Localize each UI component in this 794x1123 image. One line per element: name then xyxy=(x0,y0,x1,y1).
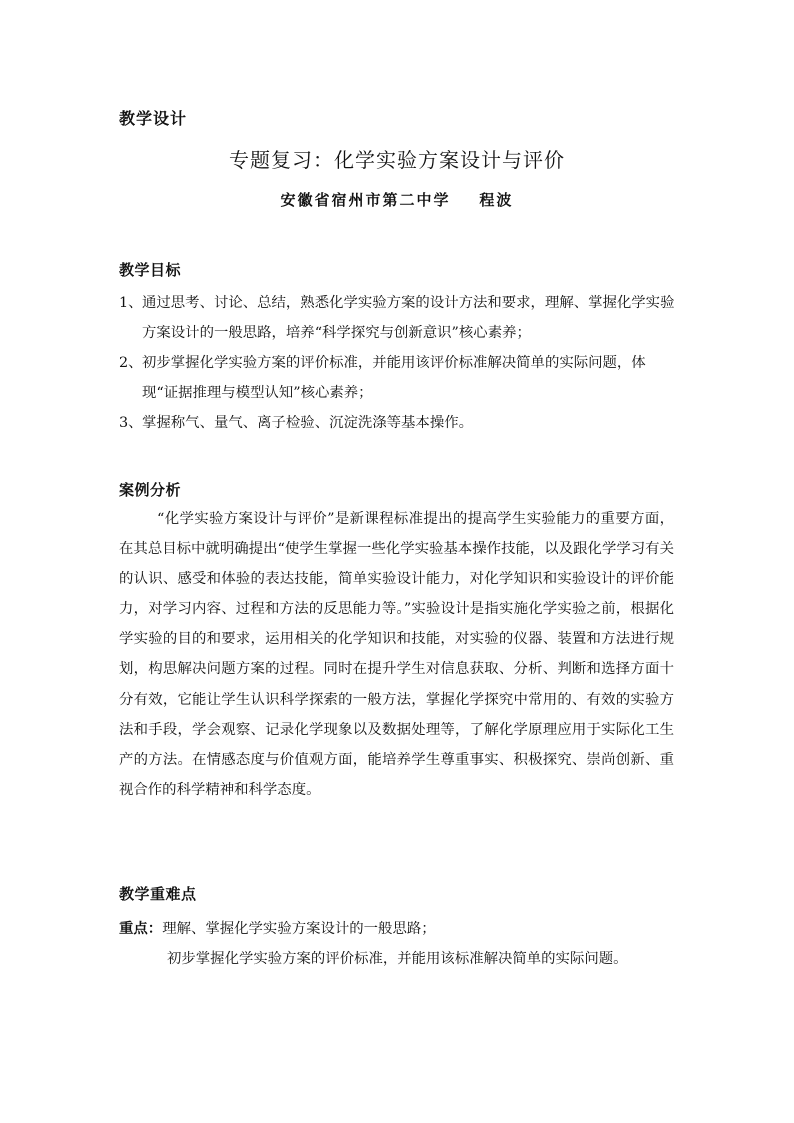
objectives-heading: 教学目标 xyxy=(119,261,182,279)
objective-text: 通过思考、讨论、总结，熟悉化学实验方案的设计方法和要求，理解、掌握化学实验方案设计的一般思路，培养“科学探究与创新意识”核心素养； xyxy=(142,295,675,341)
key-point-text: 理解、掌握化学实验方案设计的一般思路； xyxy=(162,921,436,937)
objective-item xyxy=(119,348,679,408)
key-points-heading: 教学重难点 xyxy=(119,885,197,903)
objective-text: 掌握称气、量气、离子检验、沉淀洗涤等基本操作。 xyxy=(142,415,473,431)
objective-item xyxy=(119,408,679,438)
objective-number: 1、 xyxy=(119,295,143,311)
document-author: 安徽省宿州市第二中学 程波 xyxy=(280,191,514,209)
objective-item xyxy=(119,288,679,348)
case-analysis-heading: 案例分析 xyxy=(119,481,182,499)
key-point-label: 重点： xyxy=(119,920,163,937)
objective-number: 2、 xyxy=(119,355,143,371)
key-point-line xyxy=(119,914,679,944)
case-analysis-paragraph: “化学实验方案设计与评价”是新课程标准提出的提高学生实验能力的重要方面，在其总目标中就明确提出“使学生掌握一些化学实验基本操作技能，以及跟化学学习有关的认识、感受和体验的表达技能，简单实验设计能力，对化学知识和实验设计的评价能力，对学习内容、过程和方法的反思能力等。”实验设计是指实施化学实验之前，根据化学实验的目的和要求，运用相关的化学知识和技能，对实验的仪器、装置和方法进行规划，构思解决问题方案的过程。同时在提升学生对信息获取、分析、判断和选择方面十分有效，它能让学生认识科学探索的一般方法，掌握化学探究中常用的、有效的实验方法和手段，学会观察、记录化学现象以及数据处理等，了解化学原理应用于实际化工生产的方法。在情感态度与价值观方面，能培养学生尊重事实、积极探究、崇尚创新、重视合作的科学精神和科学态度。 xyxy=(119,511,674,798)
document-title: 专题复习：化学实验方案设计与评价 xyxy=(229,148,565,172)
objective-number: 3、 xyxy=(119,415,143,431)
difficulty-paragraph: 初步掌握化学实验方案的评价标准，并能用该标准解决简单的实际问题。 xyxy=(167,951,628,967)
document-label: 教学设计 xyxy=(119,109,188,128)
objective-text: 初步掌握化学实验方案的评价标准，并能用该评价标准解决简单的实际问题，体现“证据推理与模型认知”核心素养； xyxy=(142,355,646,401)
objectives-list xyxy=(119,288,679,438)
